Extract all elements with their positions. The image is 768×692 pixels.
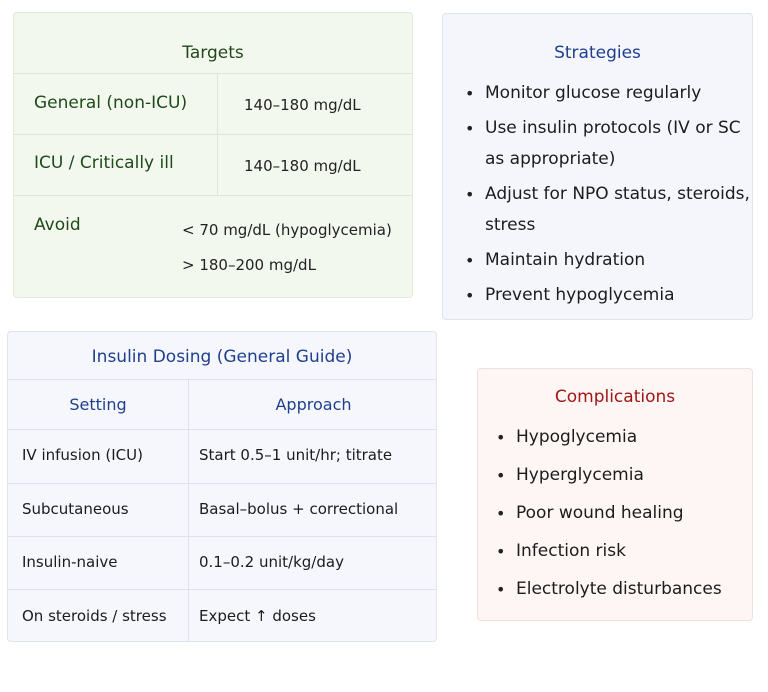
targets-title: Targets (182, 43, 244, 63)
table-cell-approach: Basal–bolus + correctional (199, 500, 399, 518)
divider (8, 536, 436, 537)
column-header-approach: Approach (275, 395, 352, 414)
target-label-icu: ICU / Critically ill (34, 153, 174, 173)
avoid-line-high: > 180–200 mg/dL (182, 256, 316, 274)
list-item: • Hyperglycemia (492, 460, 750, 491)
list-item: • Prevent hypoglycemia (461, 280, 751, 311)
divider (8, 379, 436, 380)
list-item: • Maintain hydration (461, 245, 751, 276)
target-label-avoid: Avoid (34, 215, 81, 235)
complications-card (477, 368, 753, 621)
table-cell-approach: Expect ↑ doses (199, 607, 316, 625)
list-item: • Infection risk (492, 536, 750, 567)
list-item: • Electrolyte disturbances (492, 574, 750, 605)
list-item: • Hypoglycemia (492, 422, 750, 453)
divider (188, 379, 189, 641)
strategies-card (442, 13, 753, 320)
complications-list (492, 422, 750, 612)
divider (14, 195, 412, 196)
table-cell-setting: Subcutaneous (22, 500, 129, 518)
divider (8, 483, 436, 484)
divider (14, 134, 412, 135)
table-cell-setting: On steroids / stress (22, 607, 167, 625)
divider (8, 589, 436, 590)
target-label-general: General (non-ICU) (34, 93, 188, 113)
divider (8, 429, 436, 430)
target-value-icu: 140–180 mg/dL (244, 157, 361, 175)
dosing-title: Insulin Dosing (General Guide) (91, 347, 353, 367)
list-item: • Poor wound healing (492, 498, 750, 529)
table-cell-approach: 0.1–0.2 unit/kg/day (199, 553, 344, 571)
list-item: • Use insulin protocols (IV or SC as appropriate) (461, 113, 751, 175)
table-cell-setting: IV infusion (ICU) (22, 446, 143, 464)
insulin-dosing-card (7, 331, 437, 642)
avoid-line-low: < 70 mg/dL (hypoglycemia) (182, 221, 392, 239)
targets-card (13, 12, 413, 298)
strategies-list (461, 78, 751, 315)
table-cell-approach: Start 0.5–1 unit/hr; titrate (199, 446, 393, 464)
column-header-setting: Setting (69, 395, 127, 414)
table-cell-setting: Insulin-naive (22, 553, 118, 571)
divider (14, 73, 412, 74)
target-value-general: 140–180 mg/dL (244, 96, 361, 114)
strategies-title: Strategies (554, 43, 641, 63)
list-item: • Adjust for NPO status, steroids, stress (461, 179, 751, 241)
complications-title: Complications (554, 387, 676, 407)
list-item: • Monitor glucose regularly (461, 78, 751, 109)
